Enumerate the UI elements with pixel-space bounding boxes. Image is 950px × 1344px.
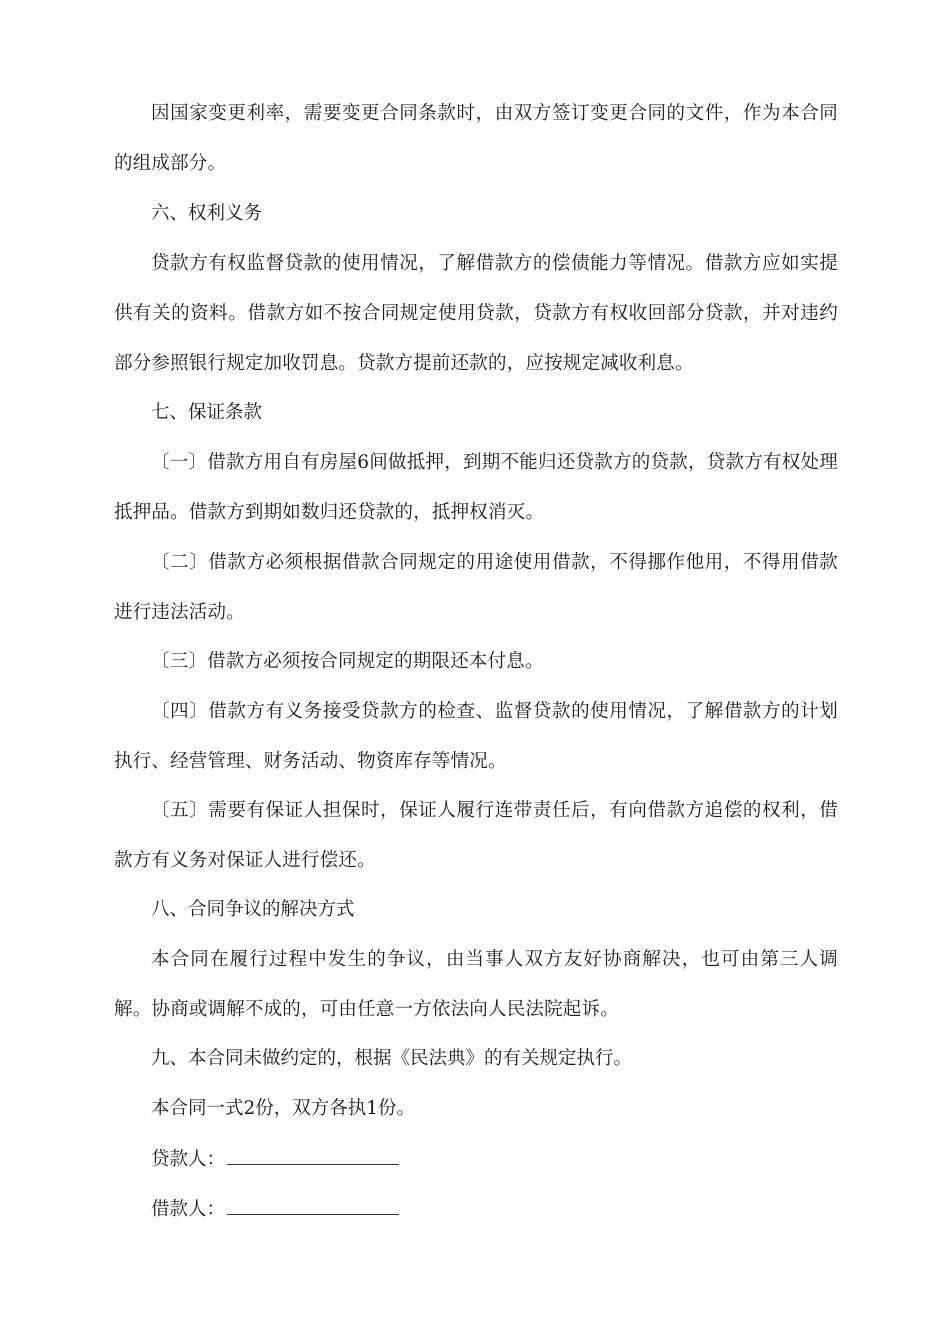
- lender-label: 贷款人：: [151, 1149, 226, 1170]
- clause-1-mortgage: 〔一〕借款方用自有房屋6间做抵押，到期不能归还贷款方的贷款，贷款方有权处理抵押品。借款方到期如数归还贷款的，抵押权消灭。: [114, 452, 838, 523]
- paragraph-interest-change: 因国家变更利率，需要变更合同条款时，由双方签订变更合同的文件，作为本合同的组成部分。: [114, 103, 838, 174]
- lender-signature-field[interactable]: [227, 1134, 399, 1165]
- section-heading-dispute: 八、合同争议的解决方式: [151, 899, 355, 920]
- paragraph-rights-obligations: 贷款方有权监督贷款的使用情况，了解借款方的偿债能力等情况。借款方应如实提供有关的资料。借款方如不按合同规定使用贷款，贷款方有权收回部分贷款，并对违约部分参照银行规定加收罚息。贷款方提前还款的，应按规定减收利息。: [114, 253, 838, 374]
- section-heading-civil-code: 九、本合同未做约定的，根据《民法典》的有关规定执行。: [151, 1048, 633, 1069]
- section-heading-guarantee: 七、保证条款: [151, 402, 263, 423]
- clause-5-guarantor: 〔五〕需要有保证人担保时，保证人履行连带责任后，有向借款方追偿的权利，借款方有义务对保证人进行偿还。: [114, 800, 838, 871]
- paragraph-dispute: 本合同在履行过程中发生的争议，由当事人双方友好协商解决，也可由第三人调解。协商或调解不成的，可由任意一方依法向人民法院起诉。: [114, 949, 838, 1020]
- clause-4-inspection: 〔四〕借款方有义务接受贷款方的检查、监督贷款的使用情况，了解借款方的计划执行、经营管理、财务活动、物资库存等情况。: [114, 701, 838, 772]
- paragraph-copies: 本合同一式2份，双方各执1份。: [151, 1098, 416, 1119]
- borrower-signature-line: [151, 1184, 399, 1235]
- section-heading-rights-obligations: 六、权利义务: [151, 203, 263, 224]
- clause-2-usage: 〔二〕借款方必须根据借款合同规定的用途使用借款，不得挪作他用，不得用借款进行违法活动。: [114, 552, 838, 623]
- lender-signature-line: [151, 1134, 399, 1185]
- borrower-signature-field[interactable]: [227, 1184, 399, 1215]
- borrower-label: 借款人：: [151, 1199, 226, 1220]
- clause-3-repayment: 〔三〕借款方必须按合同规定的期限还本付息。: [151, 651, 544, 672]
